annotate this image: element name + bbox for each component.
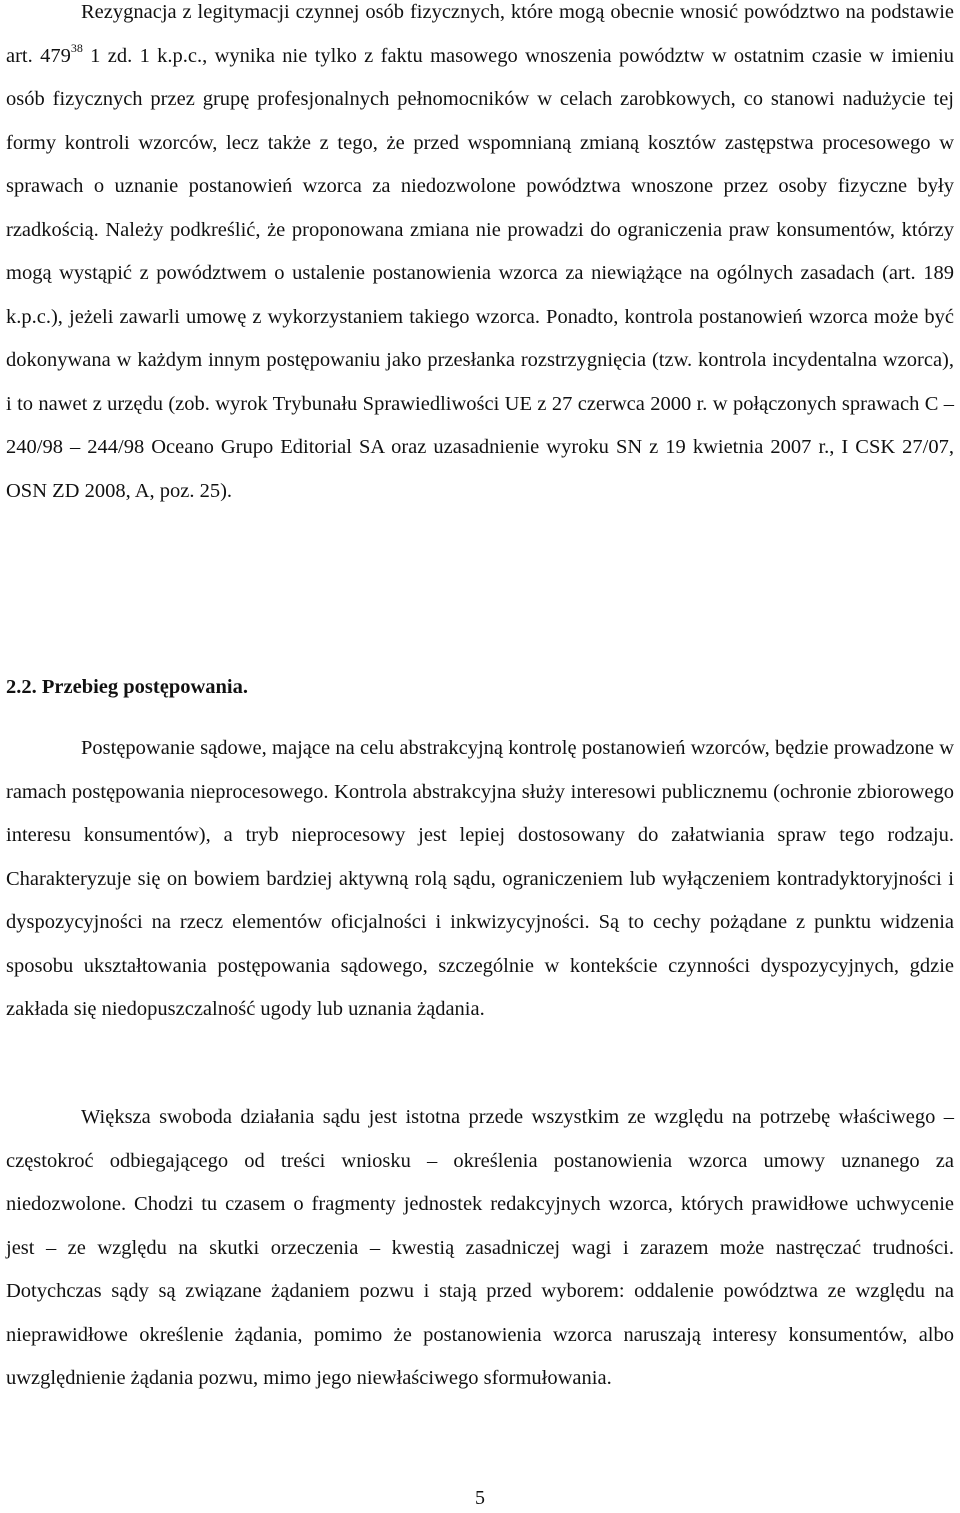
paragraph-legal-standing [6,0,954,513]
paragraph-1-before-superscript: Rezygnacja z legitymacji czynnej osób fizycznych, które mogą obecnie wnosić powództwo na podstawie art. 479 [6,1,954,67]
paragraph-court-freedom: Większa swoboda działania sądu jest istotna przede wszystkim ze względu na potrzebę właściwego – częstokroć odbiegającego od treści wniosku – określenia postanowienia wzorca umowy uznanego za niedozwolone. Chodzi tu czasem o fragmenty jednostek redakcyjnych wzorca, których prawidłowe uchwycenie jest – ze względu na skutki orzeczenia – kwestią zasadniczej wagi i zarazem może nastręczać trudności. Dotychczas sądy są związane żądaniem pozwu i stają przed wyborem: oddalenie powództwa ze względu na nieprawidłowe określenie żądania, pomimo że postanowienia wzorca naruszają interesy konsumentów, albo uwzględnienie żądania pozwu, mimo jego niewłaściwego sformułowania. [6,1106,954,1389]
article-superscript: 38 [70,40,83,55]
paragraph-1-after-superscript: 1 zd. 1 k.p.c., wynika nie tylko z faktu masowego wnoszenia powództw w ostatnim czasie w imieniu osób fizycznych przez grupę profesjonalnych pełnomocników w celach zarobkowych, co stanowi nadużycie tej formy kontroli wzorców, lecz także z tego, że przed wspomnianą zmianą kosztów zastępstwa procesowego w sprawach o uznanie postanowień wzorca za niedozwolone powództwa wnoszone przez osoby fizyczne były rzadkością. Należy podkreślić, że proponowana zmiana nie prowadzi do ograniczenia praw konsumentów, którzy mogą wystąpić z powództwem o ustalenie postanowienia wzorca za niewiążące na ogólnych zasadach (art. 189 k.p.c.), jeżeli zawarli umowę z wykorzystaniem takiego wzorca. Ponadto, kontrola postanowień wzorca może być dokonywana w każdym innym postępowaniu jako przesłanka rozstrzygnięcia (tzw. kontrola incydentalna wzorca), i to nawet z urzędu (zob. wyrok Trybunału Sprawiedliwości UE z 27 czerwca 2000 r. w połączonych sprawach C – 240/98 – 244/98 Oceano Grupo Editorial SA oraz uzasadnienie wyroku SN z 19 kwietnia 2007 r., I CSK 27/07, OSN ZD 2008, A, poz. 25). [6,44,954,502]
section-heading: 2.2. Przebieg postępowania. [6,676,248,698]
page-number: 5 [475,1487,485,1509]
paragraph-legal-standing-text [6,0,954,513]
paragraph-proceedings: Postępowanie sądowe, mające na celu abstrakcyjną kontrolę postanowień wzorców, będzie prowadzone w ramach postępowania nieprocesowego. Kontrola abstrakcyjna służy interesowi publicznemu (ochronie zbiorowego interesu konsumentów), a tryb nieprocesowy jest lepiej dostosowany do załatwiania spraw tego rodzaju. Charakteryzuje się on bowiem bardziej aktywną rolą sądu, ograniczeniem lub wyłączeniem kontradyktoryjności i dyspozycyjności na rzecz elementów oficjalności i inkwizycyjności. Są to cechy pożądane z punktu widzenia sposobu ukształtowania postępowania sądowego, szczególnie w kontekście czynności dyspozycyjnych, gdzie zakłada się niedopuszczalność ugody lub uznania żądania. [6,737,954,1020]
